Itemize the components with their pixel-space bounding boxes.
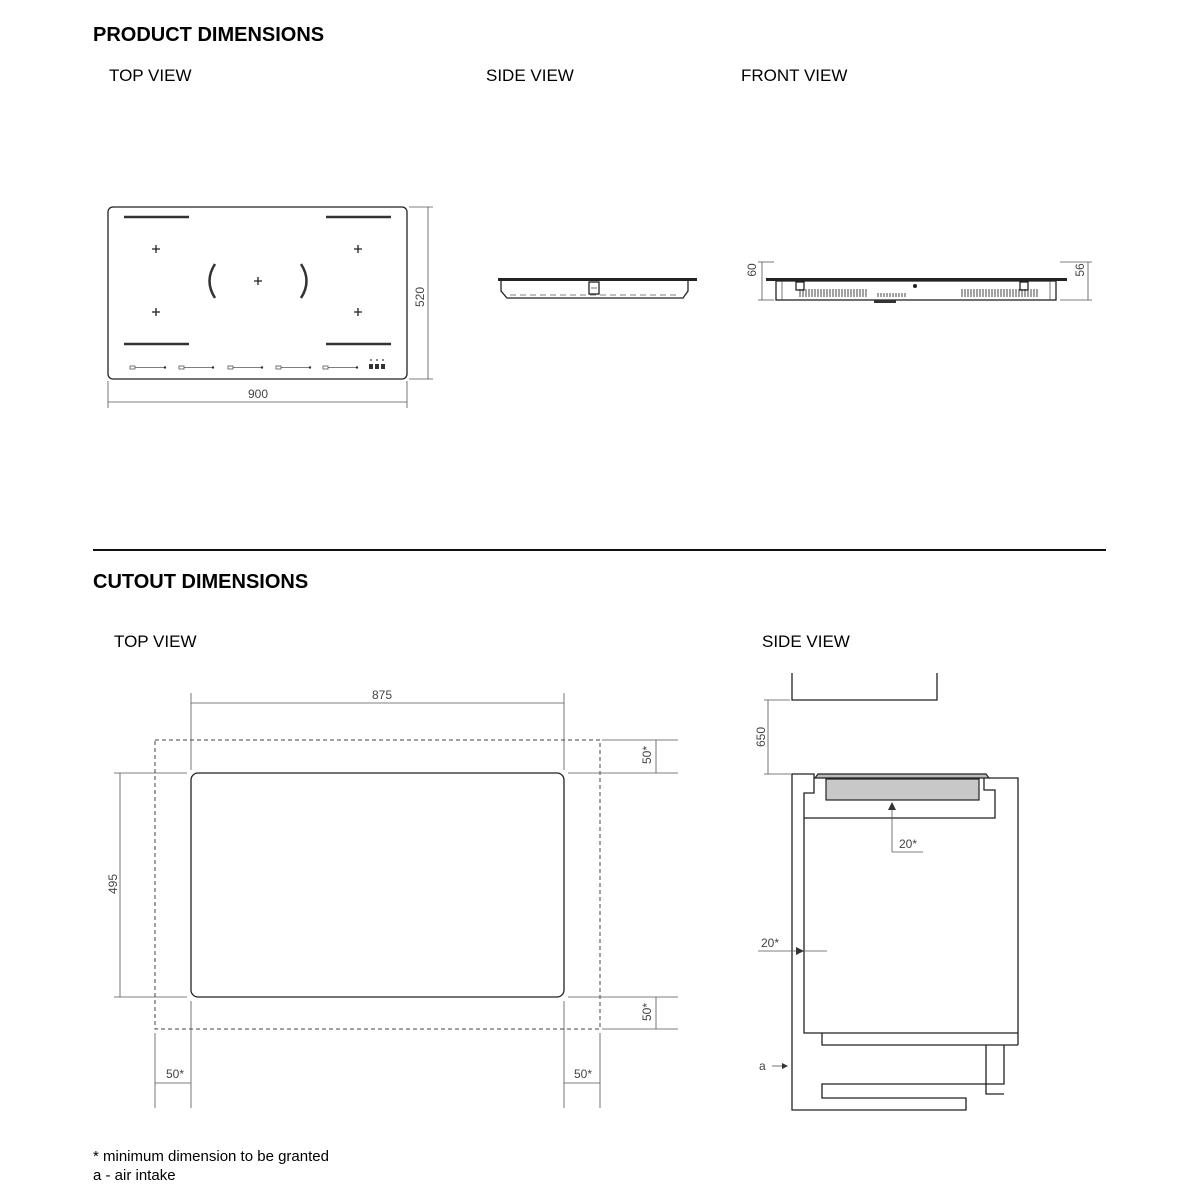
- cutout-width-label: 875: [371, 688, 393, 702]
- cutout-margin-bottom-label: 50*: [640, 1002, 654, 1022]
- center-zone-arc-right: [301, 264, 307, 298]
- cutout-margin-left-label: 50*: [165, 1067, 185, 1081]
- hob-glass-installed: [815, 774, 989, 778]
- hob-body-installed: [826, 779, 979, 800]
- front-height-left-label: 60: [745, 263, 759, 277]
- dimension-width-label: 900: [247, 387, 269, 401]
- dimension-depth-label: 520: [413, 286, 427, 308]
- cutout-side-view-drawing: [754, 673, 1018, 1110]
- front-height-right-label: 56: [1073, 263, 1087, 277]
- base-cabinet-outline: [792, 774, 1018, 1110]
- clearance-height-label: 650: [754, 726, 768, 748]
- note-air-intake: a - air intake: [93, 1167, 176, 1184]
- cutout-clearance-dashed: [155, 740, 600, 1029]
- center-zone-arc-left: [210, 264, 216, 298]
- cutout-depth-label: 495: [106, 873, 120, 895]
- front-vents: [800, 289, 1037, 297]
- gap-below-hob-label: 20*: [899, 837, 918, 851]
- product-top-view-title: TOP VIEW: [109, 66, 192, 85]
- air-intake-label: a: [759, 1059, 766, 1073]
- cutout-top-view-title: TOP VIEW: [114, 632, 197, 651]
- product-dimensions-title: PRODUCT DIMENSIONS: [93, 24, 325, 46]
- cutout-dimensions-title: CUTOUT DIMENSIONS: [93, 571, 309, 593]
- product-top-view-drawing: [108, 207, 433, 408]
- hob-glass-side: [498, 278, 697, 281]
- cutout-side-view-title: SIDE VIEW: [762, 632, 850, 651]
- slider-controls: [130, 366, 358, 369]
- cutout-margin-right-label: 50*: [573, 1067, 593, 1081]
- product-front-view-drawing: [745, 262, 1092, 303]
- cutout-opening: [191, 773, 564, 997]
- cutout-margin-top-label: 50*: [640, 745, 654, 765]
- gap-back-label: 20*: [761, 936, 780, 950]
- product-side-view-drawing: [498, 278, 697, 298]
- power-buttons-icon: [369, 359, 385, 369]
- zone-crosshair-icon: [152, 245, 362, 316]
- product-side-view-title: SIDE VIEW: [486, 66, 574, 85]
- upper-cabinet: [792, 673, 937, 700]
- product-front-view-title: FRONT VIEW: [741, 66, 848, 85]
- hob-outline: [108, 207, 407, 379]
- cutout-top-view-drawing: [106, 688, 678, 1108]
- note-minimum-dimension: * minimum dimension to be granted: [93, 1148, 329, 1165]
